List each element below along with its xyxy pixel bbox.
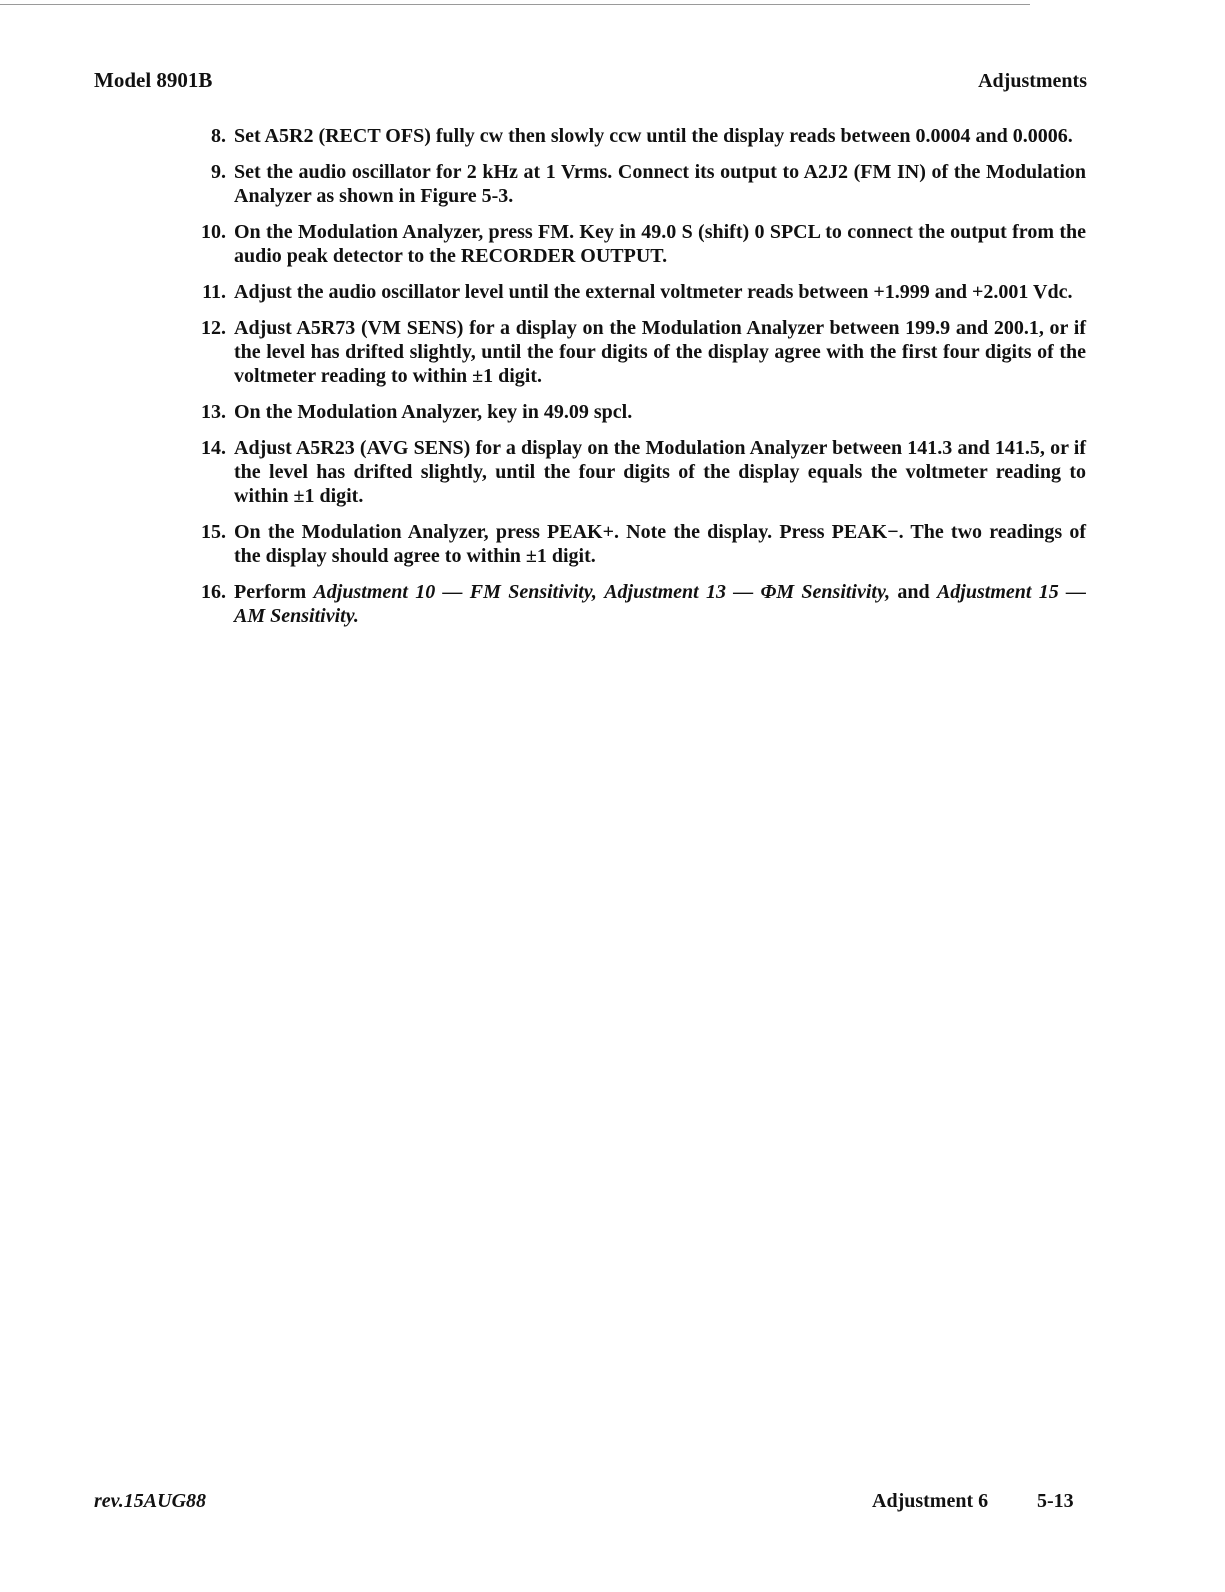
- step-number: 15.: [201, 521, 226, 543]
- step-text: Adjust the audio oscillator level until the external voltmeter reads between +1.999 and +2.001 Vdc.: [234, 281, 1073, 303]
- adjustment-15-reference: Adjustment 15 — AM Sensitivity.: [234, 581, 1087, 627]
- top-rule: [0, 4, 1030, 5]
- header-model: Model 8901B: [94, 68, 213, 92]
- step-10: [188, 220, 1086, 268]
- step-14: [188, 436, 1086, 508]
- step-text: Adjust A5R23 (AVG SENS) for a display on the Modulation Analyzer between 141.3 and 141.5, or if the level has drifted slightly, until the four digits of the display equals the voltmeter reading to within ±1 digit.: [234, 437, 1086, 507]
- step-text: On the Modulation Analyzer, key in 49.09 spcl.: [234, 401, 633, 423]
- step-text: Set the audio oscillator for 2 kHz at 1 Vrms. Connect its output to A2J2 (FM IN) of the Modulation Analyzer as shown in Figure 5-3.: [234, 161, 1086, 207]
- step-number: 11.: [202, 281, 226, 303]
- step-number: 13.: [201, 401, 226, 423]
- step-text: On the Modulation Analyzer, press PEAK+. Note the display. Press PEAK−. The two readings of the display should agree to within ±1 digit.: [234, 521, 1086, 567]
- step-9: [188, 160, 1086, 208]
- adjustment-13-reference: Adjustment 13 — ΦM Sensitivity,: [604, 581, 891, 603]
- step-8: [188, 124, 1086, 148]
- step-number: 12.: [201, 317, 226, 339]
- adjustment-10-reference: Adjustment 10 — FM Sensitivity,: [313, 581, 597, 603]
- step-text: On the Modulation Analyzer, press FM. Key in 49.0 S (shift) 0 SPCL to connect the output from the audio peak detector to the RECORDER OUTPUT.: [234, 221, 1086, 267]
- step-11: [188, 280, 1086, 304]
- footer-adjustment: Adjustment 6: [872, 1490, 989, 1512]
- procedure-steps: [188, 124, 1086, 640]
- step-15: [188, 520, 1086, 568]
- step-text: [234, 580, 1086, 628]
- step-number: 8.: [211, 125, 226, 147]
- footer-page-number: 5-13: [1037, 1490, 1074, 1512]
- step-text: Set A5R2 (RECT OFS) fully cw then slowly ccw until the display reads between 0.0004 and 0.0006.: [234, 125, 1073, 147]
- header-section: Adjustments: [978, 70, 1087, 92]
- step-16: [188, 580, 1086, 628]
- step-number: 9.: [211, 161, 226, 183]
- step-number: 10.: [201, 221, 226, 243]
- step-text: Adjust A5R73 (VM SENS) for a display on the Modulation Analyzer between 199.9 and 200.1, or if the level has drifted slightly, until the four digits of the display agree with the first four digits of the voltmeter reading to within ±1 digit.: [234, 317, 1086, 387]
- step-12: [188, 316, 1086, 388]
- step-number: 16.: [201, 581, 226, 603]
- step-13: [188, 400, 1086, 424]
- step-number: 14.: [201, 437, 226, 459]
- perform-text: Perform: [234, 581, 307, 603]
- and-text: and: [897, 581, 930, 603]
- footer-revision: rev.15AUG88: [94, 1490, 207, 1512]
